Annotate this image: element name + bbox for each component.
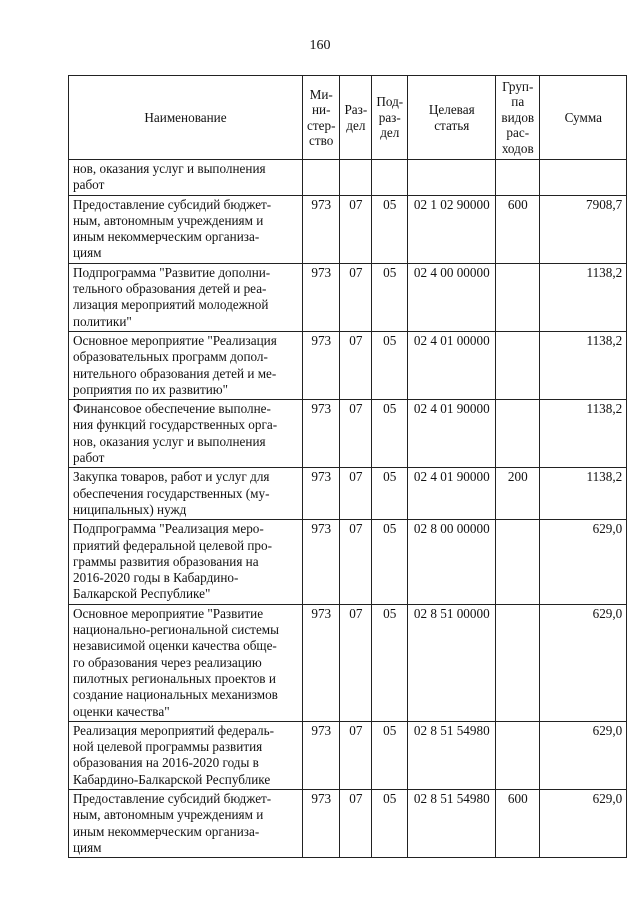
cell-ministry: 973: [303, 400, 340, 468]
cell-section: [340, 160, 372, 196]
cell-ministry: 973: [303, 721, 340, 789]
cell-subsection: 05: [372, 400, 408, 468]
cell-name: Закупка товаров, работ и услуг для обеспечения государственных (му- ниципальных) нужд: [69, 468, 303, 520]
cell-expense-group: [496, 604, 540, 721]
table-row: [69, 721, 627, 789]
table-row: [69, 331, 627, 399]
header-subsection: Под- раз- дел: [372, 76, 408, 160]
table-row: [69, 400, 627, 468]
cell-expense-group: 600: [496, 789, 540, 857]
cell-subsection: 05: [372, 331, 408, 399]
cell-section: 07: [340, 604, 372, 721]
cell-section: 07: [340, 263, 372, 331]
cell-ministry: 973: [303, 789, 340, 857]
cell-subsection: 05: [372, 263, 408, 331]
cell-target: 02 4 01 90000: [408, 400, 496, 468]
cell-section: 07: [340, 195, 372, 263]
cell-expense-group: [496, 721, 540, 789]
cell-sum: 1138,2: [540, 331, 627, 399]
page-number: 160: [309, 38, 331, 53]
header-section: Раз- дел: [340, 76, 372, 160]
cell-name: Предоставление субсидий бюджет- ным, автономным учреждениям и иным некоммерческим организа- циям: [69, 789, 303, 857]
cell-section: 07: [340, 721, 372, 789]
table-row: [69, 160, 627, 196]
cell-ministry: [303, 160, 340, 196]
cell-ministry: 973: [303, 195, 340, 263]
cell-subsection: 05: [372, 789, 408, 857]
cell-target: 02 1 02 90000: [408, 195, 496, 263]
cell-ministry: 973: [303, 604, 340, 721]
cell-name: Основное мероприятие "Развитие национально-региональной системы независимой оценки качества обще- го образования через реализацию пилотных региональных проектов и создание национальных механизмов оценки качества": [69, 604, 303, 721]
cell-name: нов, оказания услуг и выполнения работ: [69, 160, 303, 196]
cell-expense-group: [496, 331, 540, 399]
cell-subsection: 05: [372, 520, 408, 604]
cell-sum: 629,0: [540, 721, 627, 789]
header-target: Целевая статья: [408, 76, 496, 160]
cell-expense-group: [496, 400, 540, 468]
table-row: [69, 604, 627, 721]
cell-target: 02 8 51 54980: [408, 721, 496, 789]
cell-ministry: 973: [303, 520, 340, 604]
cell-expense-group: 600: [496, 195, 540, 263]
table-row: [69, 468, 627, 520]
cell-target: 02 4 01 90000: [408, 468, 496, 520]
cell-subsection: 05: [372, 721, 408, 789]
cell-expense-group: 200: [496, 468, 540, 520]
cell-sum: 1138,2: [540, 263, 627, 331]
cell-subsection: 05: [372, 468, 408, 520]
cell-name: Реализация мероприятий федераль- ной целевой программы развития образования на 2016-2020 годы в Кабардино-Балкарской Республике: [69, 721, 303, 789]
cell-name: Финансовое обеспечение выполне- ния функций государственных орга- нов, оказания услуг и выполнения работ: [69, 400, 303, 468]
cell-ministry: 973: [303, 331, 340, 399]
table-row: [69, 789, 627, 857]
cell-section: 07: [340, 331, 372, 399]
cell-section: 07: [340, 789, 372, 857]
cell-expense-group: [496, 263, 540, 331]
cell-sum: [540, 160, 627, 196]
cell-name: Основное мероприятие "Реализация образовательных программ допол- нительного образования детей и ме- роприятия по их развитию": [69, 331, 303, 399]
cell-sum: 1138,2: [540, 400, 627, 468]
cell-name: Подпрограмма "Реализация меро- приятий федеральной целевой про- граммы развития образования на 2016-2020 годы в Кабардино- Балкарской Республике": [69, 520, 303, 604]
table-row: [69, 520, 627, 604]
cell-target: 02 4 01 00000: [408, 331, 496, 399]
cell-subsection: 05: [372, 604, 408, 721]
cell-expense-group: [496, 160, 540, 196]
cell-expense-group: [496, 520, 540, 604]
header-ministry: Ми- ни- стер- ство: [303, 76, 340, 160]
cell-sum: 629,0: [540, 520, 627, 604]
cell-target: [408, 160, 496, 196]
cell-ministry: 973: [303, 468, 340, 520]
cell-ministry: 973: [303, 263, 340, 331]
cell-sum: 629,0: [540, 789, 627, 857]
cell-sum: 629,0: [540, 604, 627, 721]
cell-subsection: 05: [372, 195, 408, 263]
cell-name: Подпрограмма "Развитие дополни- тельного образования детей и реа- лизация мероприятий молодежной политики": [69, 263, 303, 331]
cell-subsection: [372, 160, 408, 196]
header-expense-group: Груп- па видов рас- ходов: [496, 76, 540, 160]
cell-target: 02 4 00 00000: [408, 263, 496, 331]
cell-target: 02 8 00 00000: [408, 520, 496, 604]
header-row: [69, 76, 627, 160]
cell-name: Предоставление субсидий бюджет- ным, автономным учреждениям и иным некоммерческим организа- циям: [69, 195, 303, 263]
cell-target: 02 8 51 00000: [408, 604, 496, 721]
header-name: Наименование: [69, 76, 303, 160]
table-row: [69, 195, 627, 263]
cell-section: 07: [340, 520, 372, 604]
header-sum: Сумма: [540, 76, 627, 160]
cell-target: 02 8 51 54980: [408, 789, 496, 857]
budget-table: [68, 75, 627, 858]
table-row: [69, 263, 627, 331]
cell-section: 07: [340, 468, 372, 520]
cell-sum: 7908,7: [540, 195, 627, 263]
cell-sum: 1138,2: [540, 468, 627, 520]
cell-section: 07: [340, 400, 372, 468]
